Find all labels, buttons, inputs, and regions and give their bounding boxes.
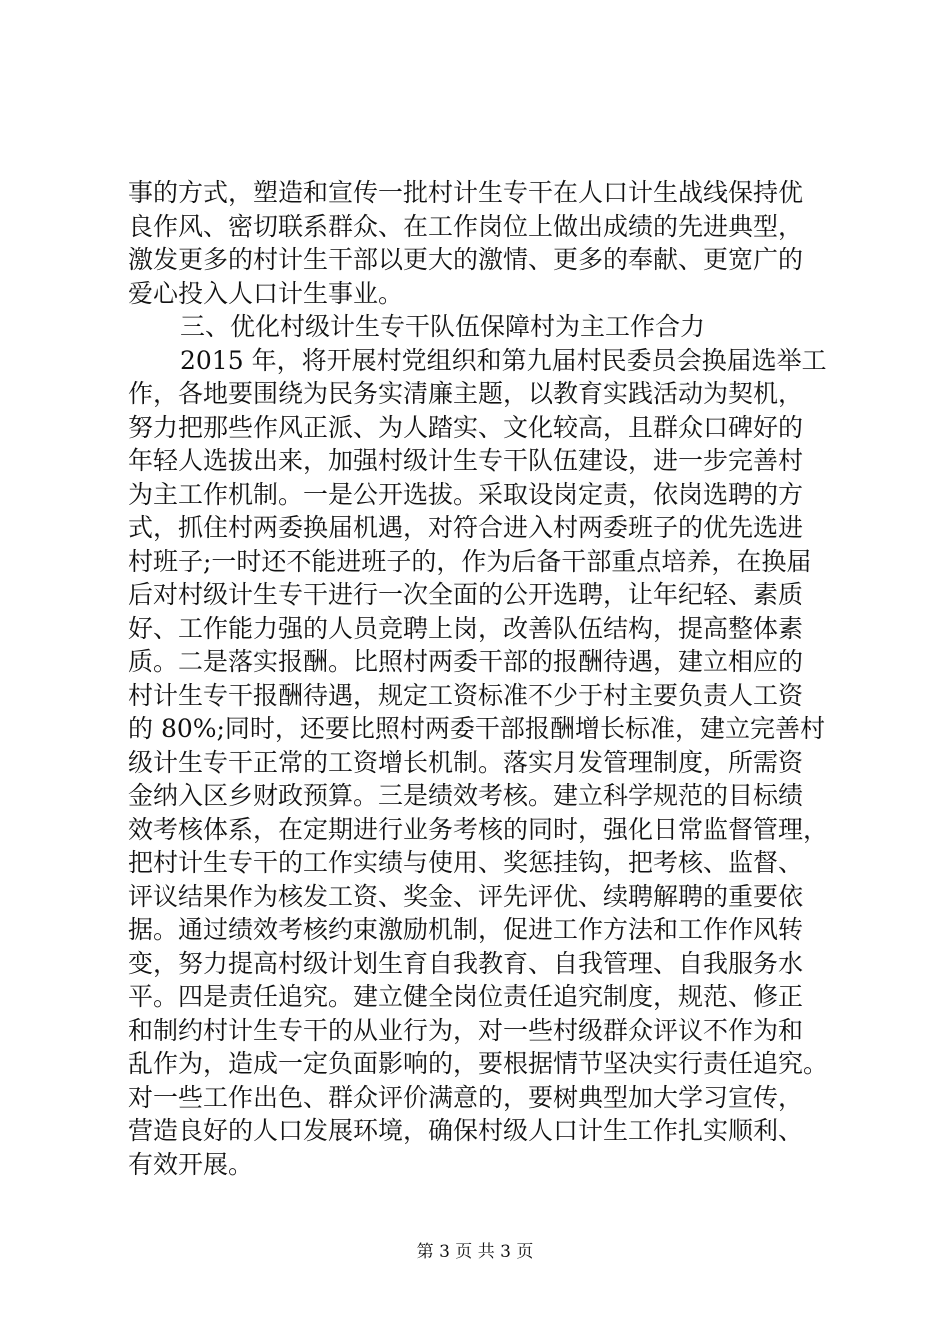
body-text [128,176,840,1181]
text-line: 变，努力提高村级计划生育自我教育、自我管理、自我服务水 [128,948,804,978]
text-line: 后对村级计生专干进行一次全面的公开选聘，让年纪轻、素质 [128,580,804,609]
text-line: 乱作为，造成一定负面影响的，要根据情节坚决实行责任追究。 [128,1049,829,1078]
text-line: 良作风、密切联系群众、在工作岗位上做出成绩的先进典型， [128,211,804,241]
text-line: 营造良好的人口发展环境，确保村级人口计生工作扎实顺利、 [128,1116,804,1145]
text-line: 金纳入区乡财政预算。三是绩效考核。建立科学规范的目标绩 [128,781,804,810]
text-line: 村班子;一时还不能进班子的，作为后备干部重点培养，在换届 [128,546,812,576]
text-line: 对一些工作出色、群众评价满意的，要树典型加大学习宣传， [128,1082,804,1112]
text-line: 质。二是落实报酬。比照村两委干部的报酬待遇，建立相应的 [128,647,804,676]
text-line: 激发更多的村计生干部以更大的激情、更多的奉献、更宽广的 [128,245,804,274]
text-line: 平。四是责任追究。建立健全岗位责任追究制度，规范、修正 [128,982,804,1011]
text-line: 为主工作机制。一是公开选拔。采取设岗定责，依岗选聘的方 [128,479,804,509]
text-line: 村计生专干报酬待遇，规定工资标准不少于村主要负责人工资 [128,680,804,710]
text-line: 好、工作能力强的人员竞聘上岗，改善队伍结构，提高整体素 [128,613,804,643]
text-line: 有效开展。 [128,1149,254,1179]
text-line: 2015 年，将开展村党组织和第九届村民委员会换届选举工 [180,345,827,375]
text-line: 年轻人选拔出来，加强村级计生专干队伍建设，进一步完善村 [128,446,804,475]
text-line: 级计生专干正常的工资增长机制。落实月发管理制度，所需资 [128,747,804,777]
text-line: 和制约村计生专干的从业行为，对一些村级群众评议不作为和 [128,1015,804,1045]
text-line: 效考核体系，在定期进行业务考核的同时，强化日常监督管理， [128,814,829,844]
text-line: 作，各地要围绕为民务实清廉主题，以教育实践活动为契机， [128,379,804,408]
text-line: 把村计生专干的工作实绩与使用、奖惩挂钩，把考核、监督、 [128,848,804,877]
text-line: 事的方式，塑造和宣传一批村计生专干在人口计生战线保持优 [128,178,804,207]
page-footer: 第 3 页 共 3 页 [416,1242,534,1262]
text-line: 三、优化村级计生专干队伍保障村为主工作合力 [180,312,706,341]
text-line: 据。通过绩效考核约束激励机制，促进工作方法和工作作风转 [128,915,804,944]
text-line: 评议结果作为核发工资、奖金、评先评优、续聘解聘的重要依 [128,881,804,911]
text-line: 式，抓住村两委换届机遇，对符合进入村两委班子的优先选进 [128,513,804,542]
text-line: 爱心投入人口计生事业。 [128,278,404,308]
text-line: 努力把那些作风正派、为人踏实、文化较高，且群众口碑好的 [128,412,804,442]
text-line: 的 80%;同时，还要比照村两委干部报酬增长标准，建立完善村 [128,714,825,743]
